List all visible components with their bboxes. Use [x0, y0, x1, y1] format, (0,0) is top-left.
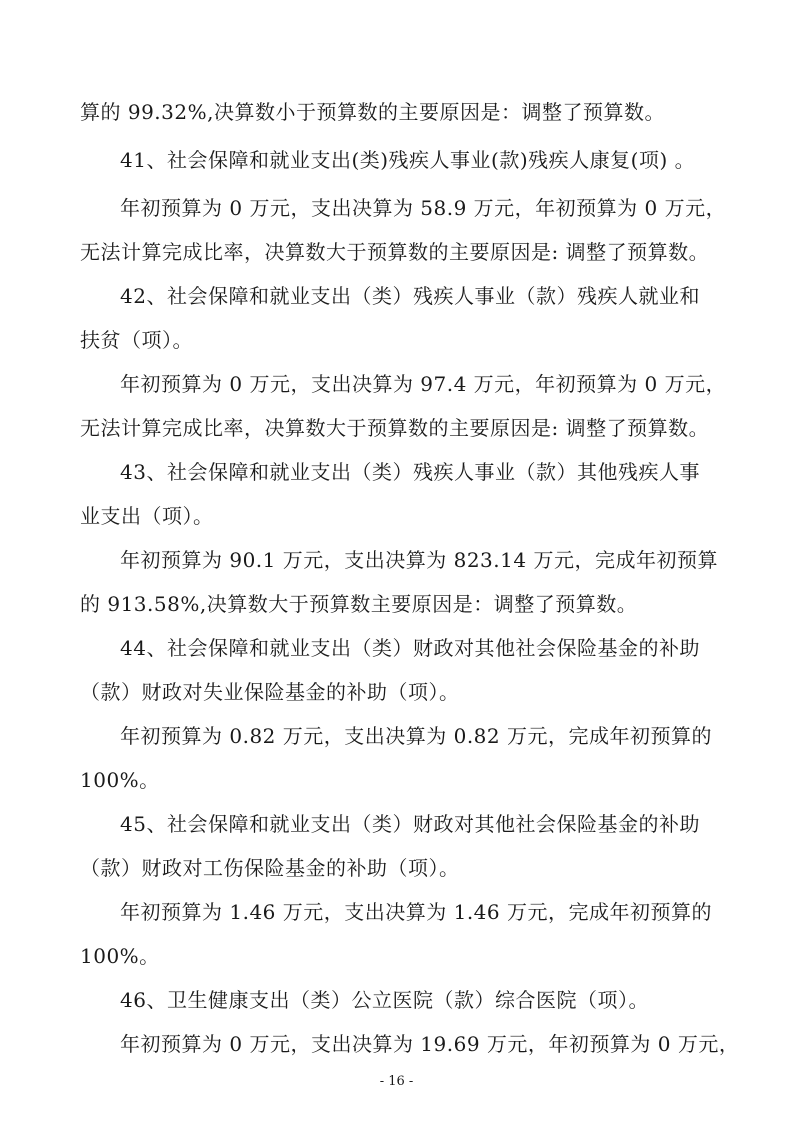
text-line-8: 无法计算完成比率，决算数大于预算数的主要原因是: 调整了预算数。: [80, 416, 710, 440]
text-line-13: 44、社会保障和就业支出（类）财政对其他社会保险基金的补助: [120, 636, 700, 660]
text-line-9: 43、社会保障和就业支出（类）残疾人事业（款）其他残疾人事: [120, 460, 700, 484]
text-line-11: 年初预算为 90.1 万元，支出决算为 823.14 万元，完成年初预算: [120, 548, 718, 572]
text-line-14: （款）财政对失业保险基金的补助（项）。: [80, 680, 460, 704]
text-line-16: 100%。: [80, 768, 160, 792]
text-line-1: 算的 99.32%,决算数小于预算数的主要原因是：调整了预算数。: [80, 100, 665, 124]
text-line-7: 年初预算为 0 万元，支出决算为 97.4 万元，年初预算为 0 万元，: [120, 372, 727, 396]
text-line-19: 年初预算为 1.46 万元，支出决算为 1.46 万元，完成年初预算的: [120, 900, 712, 924]
text-line-18: （款）财政对工伤保险基金的补助（项）。: [80, 856, 460, 880]
text-line-6: 扶贫（项）。: [80, 328, 193, 352]
text-line-20: 100%。: [80, 944, 160, 968]
text-line-5: 42、社会保障和就业支出（类）残疾人事业（款）残疾人就业和: [120, 284, 700, 308]
text-line-21: 46、卫生健康支出（类）公立医院（款）综合医院（项）。: [120, 988, 649, 1012]
text-line-2: 41、社会保障和就业支出(类)残疾人事业(款)残疾人康复(项) 。: [120, 148, 696, 172]
page-number: - 16 -: [379, 1074, 414, 1089]
text-line-17: 45、社会保障和就业支出（类）财政对其他社会保险基金的补助: [120, 812, 700, 836]
text-line-12: 的 913.58%,决算数大于预算数主要原因是：调整了预算数。: [80, 592, 638, 616]
text-line-10: 业支出（项）。: [80, 504, 214, 528]
text-line-4: 无法计算完成比率，决算数大于预算数的主要原因是: 调整了预算数。: [80, 240, 710, 264]
text-line-15: 年初预算为 0.82 万元，支出决算为 0.82 万元，完成年初预算的: [120, 724, 712, 748]
text-line-3: 年初预算为 0 万元，支出决算为 58.9 万元，年初预算为 0 万元，: [120, 196, 727, 220]
text-line-22: 年初预算为 0 万元，支出决算为 19.69 万元，年初预算为 0 万元，: [120, 1032, 740, 1056]
